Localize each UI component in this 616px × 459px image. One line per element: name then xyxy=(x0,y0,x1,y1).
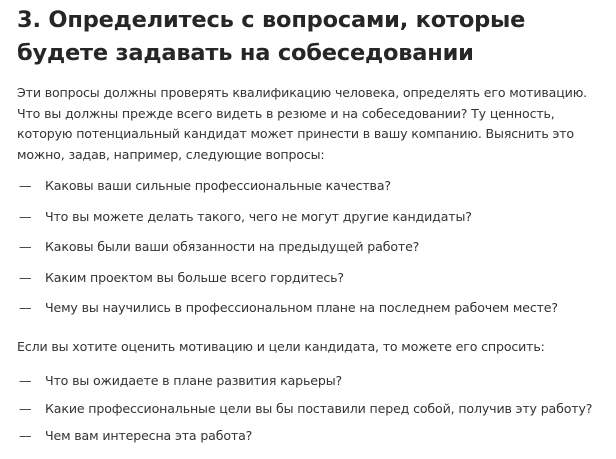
dash-marker: — xyxy=(19,373,32,388)
question-text: Каковы ваши сильные профессиональные качества? xyxy=(45,178,391,193)
list-item xyxy=(17,270,616,286)
dash-marker: — xyxy=(19,269,32,285)
dash-marker: — xyxy=(19,239,32,254)
intro-paragraph: Эти вопросы должны проверять квалификацию человека, определять его мотивацию. Что вы должны прежде всего видеть в резюме и на собеседовании? Ту ценность, которую потенциальный кандидат может принести в вашу компанию. Выяснить это можно, задав, например, следующие вопросы: xyxy=(17,85,588,162)
dash-marker: — xyxy=(19,178,32,193)
dash-marker: — xyxy=(19,300,32,315)
question-text: Чем вам интересна эта работа? xyxy=(45,428,253,443)
question-text: Что вы ожидаете в плане развития карьеры? xyxy=(45,373,343,388)
list-item xyxy=(17,300,616,316)
list-item xyxy=(17,209,616,225)
list-item xyxy=(17,178,616,194)
dash-marker: — xyxy=(19,400,32,416)
motivation-questions-list xyxy=(17,373,616,444)
question-text: Каковы были ваши обязанности на предыдущей работе? xyxy=(45,239,420,254)
list-item xyxy=(17,373,616,389)
question-text: Чему вы научились в профессиональном плане на последнем рабочем месте? xyxy=(45,300,558,315)
motivation-paragraph: Если вы хотите оценить мотивацию и цели кандидата, то можете его спросить: xyxy=(17,339,545,354)
question-text: Что вы можете делать такого, чего не могут другие кандидаты? xyxy=(45,208,472,224)
section-heading: 3. Определитесь с вопросами, которые будете задавать на собеседовании xyxy=(17,7,526,66)
question-text: Каким проектом вы больше всего гордитесь? xyxy=(45,269,344,285)
list-item xyxy=(17,239,616,255)
list-item xyxy=(17,428,616,444)
list-item xyxy=(17,401,616,417)
dash-marker: — xyxy=(19,208,32,224)
qualification-questions-list xyxy=(17,178,616,316)
dash-marker: — xyxy=(19,428,32,443)
question-text: Какие профессиональные цели вы бы поставили перед собой, получив эту работу? xyxy=(45,400,593,416)
